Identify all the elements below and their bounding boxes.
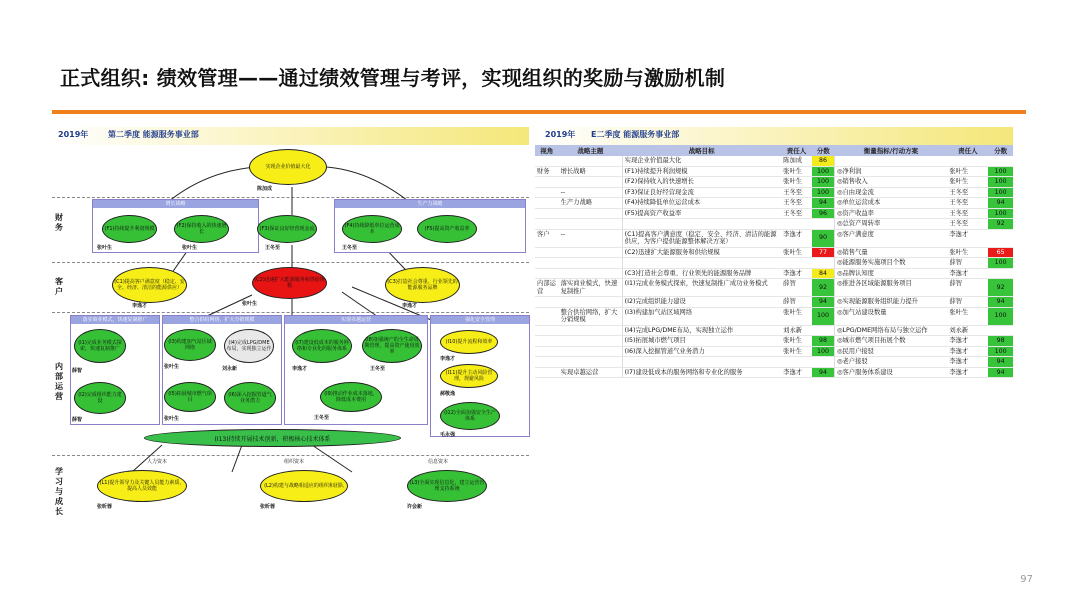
cell-kpi: ◎总资产周转率 — [834, 219, 947, 230]
owner-label: 李逸才 — [402, 303, 418, 309]
cell-theme — [559, 336, 623, 347]
cell-view — [535, 156, 559, 166]
cell-kpi: ◎能源服务实施项目个数 — [834, 258, 947, 269]
cell-theme — [559, 325, 623, 336]
group-internal: 整合供给网络，扩大分销规模 — [162, 315, 282, 425]
column-header: 分数 — [988, 145, 1013, 156]
cell-kpi-owner: 刘永新 — [947, 325, 988, 336]
cell-view: 内部运营 — [535, 279, 559, 297]
cell-owner: 刘永新 — [781, 325, 812, 336]
cell-owner: 王冬至 — [781, 198, 812, 209]
cell-kpi-score: 100 — [988, 166, 1013, 177]
cell-kpi-score: 100 — [988, 346, 1013, 357]
cell-score: 96 — [812, 208, 835, 219]
goal-oval: (I8)加强统产的全生命周期管理，提高资产使用效率 — [362, 329, 422, 363]
cell-kpi-score: 94 — [988, 297, 1013, 308]
cell-kpi-score — [988, 268, 1013, 279]
cell-kpi-score — [988, 156, 1013, 166]
table-row — [535, 247, 1013, 258]
map-header-text: 第二季度 能源服务事业部 — [108, 130, 199, 139]
cell-kpi: ◎城市燃气项目拓展个数 — [834, 336, 947, 347]
cell-score — [812, 219, 835, 230]
goal-oval: (L2)构建与战略相适应的组织和团队 — [260, 470, 348, 502]
owner-label: 张叶生 — [97, 245, 113, 251]
learning-group-label: 人力资本 — [147, 459, 168, 465]
cell-theme: 增长战略 — [559, 166, 623, 177]
cell-theme — [559, 357, 623, 368]
column-header: 分数 — [812, 145, 835, 156]
cell-goal: (I1)完成业务模式探索，快速复制推广成功业务模式 — [622, 279, 781, 297]
table-row — [535, 325, 1013, 336]
group-internal: 落实商业模式，快速复制推广 — [70, 315, 160, 425]
cell-theme — [559, 177, 623, 188]
cell-kpi: ◎品牌认知度 — [834, 268, 947, 279]
cell-kpi: ◎LPG/DME网络布局与独立运作 — [834, 325, 947, 336]
cell-owner: 张叶生 — [781, 247, 812, 258]
scorecard-table — [535, 127, 1013, 378]
cell-kpi-owner: 李逸才 — [947, 357, 988, 368]
cell-theme: 落实商业模式，快速复制推广 — [559, 279, 623, 297]
cell-view — [535, 336, 559, 347]
cell-theme: 实现卓越运营 — [559, 367, 623, 378]
owner-label: 王冬至 — [370, 366, 386, 372]
cell-goal: (C2)迅速扩大能源服务和供给规模 — [622, 247, 781, 258]
owner-label: 王冬至 — [265, 245, 281, 251]
cell-view — [535, 297, 559, 308]
learning-group-label: 组织资本 — [284, 459, 305, 465]
table-row — [535, 177, 1013, 188]
owner-label: 刘永新 — [222, 366, 238, 372]
cell-owner — [781, 357, 812, 368]
cell-goal: (C3)打造社会尊重、行业领先的能源服务品牌 — [622, 268, 781, 279]
cell-kpi-owner: 王冬至 — [947, 208, 988, 219]
cell-kpi-score: 92 — [988, 219, 1013, 230]
cell-kpi-score: 100 — [988, 258, 1013, 269]
cell-goal: (F3)保证良好经营现金流 — [622, 187, 781, 198]
table-row — [535, 367, 1013, 378]
cell-view — [535, 268, 559, 279]
goal-oval: (L1)提升领导力及关键人员能力素质，提高人员效能 — [97, 470, 187, 502]
title-underline — [52, 110, 1026, 114]
cell-kpi-score: 100 — [988, 307, 1013, 325]
owner-label: 张叶生 — [164, 364, 180, 370]
cell-score: 94 — [812, 297, 835, 308]
cell-kpi-owner: 张叶生 — [947, 177, 988, 188]
cell-score: 100 — [812, 187, 835, 198]
innovation-bar: (I13)持续开展技术创新，积极核心技术体系 — [144, 429, 401, 447]
cell-view — [535, 208, 559, 219]
cell-view — [535, 247, 559, 258]
row-label-learning: 学习与成长 — [55, 467, 63, 516]
cell-owner — [781, 219, 812, 230]
cell-kpi-owner: 张叶生 — [947, 307, 988, 325]
owner-label: 张叶生 — [182, 245, 198, 251]
cell-owner: 张叶生 — [781, 177, 812, 188]
cell-goal: (F4)持续降低单位运营成本 — [622, 198, 781, 209]
table-header-bar — [535, 127, 1013, 145]
cell-goal — [622, 219, 781, 230]
cell-kpi-owner: 李逸才 — [947, 346, 988, 357]
owner-label: 张昕蓉 — [97, 504, 113, 510]
group-growth: 增长战略 — [92, 199, 259, 253]
table-row — [535, 279, 1013, 297]
cell-view — [535, 307, 559, 325]
table-row — [535, 357, 1013, 368]
cell-goal — [622, 258, 781, 269]
goal-oval: (C1)提高客户满意度（稳定、安全、经济、清洁的能源供应） — [112, 267, 187, 303]
cell-kpi-score: 94 — [988, 357, 1013, 368]
cell-kpi: ◎净利润 — [834, 166, 947, 177]
cell-score — [812, 357, 835, 368]
cell-view: 客户 — [535, 229, 559, 247]
cell-goal: (I4)完成LPG/DME布局，实现独立运作 — [622, 325, 781, 336]
cell-kpi-owner: 张叶生 — [947, 166, 988, 177]
cell-score: 90 — [812, 229, 835, 247]
cell-kpi: ◎单位运营成本 — [834, 198, 947, 209]
table-row — [535, 219, 1013, 230]
owner-label: 张昕蓉 — [260, 504, 276, 510]
owner-label: 王冬至 — [342, 245, 358, 251]
owner-label: 张叶生 — [164, 416, 180, 422]
table-header-row — [535, 145, 1013, 156]
cell-kpi-owner: 李逸才 — [947, 336, 988, 347]
cell-theme — [559, 156, 623, 166]
goal-oval: 实现企业价值最大化 — [249, 149, 327, 185]
cell-goal: (I2)完成组织能力建设 — [622, 297, 781, 308]
cell-kpi: ◎销售收入 — [834, 177, 947, 188]
goal-oval: (L3)全面实现信息化，建立运营管理支持系统 — [407, 470, 487, 502]
cell-kpi: ◎老户接驳 — [834, 357, 947, 368]
cell-owner: 薛智 — [781, 297, 812, 308]
cell-kpi-owner: 薛智 — [947, 279, 988, 297]
column-header: 视角 — [535, 145, 559, 156]
goal-oval: (I7)建设低成本的服务网络和专业化的服务体系 — [292, 329, 352, 363]
table-row — [535, 307, 1013, 325]
cell-kpi: ◎实现能源服务组织能力提升 — [834, 297, 947, 308]
cell-score — [812, 258, 835, 269]
cell-owner: 王冬至 — [781, 187, 812, 198]
table-body — [535, 156, 1013, 378]
cell-kpi: ◎自由现金流 — [834, 187, 947, 198]
owner-label: 李逸才 — [440, 356, 456, 362]
cell-kpi: ◎加气站建设数量 — [834, 307, 947, 325]
cell-goal: (F5)提高资产收益率 — [622, 208, 781, 219]
cell-goal: (I5)拓展城市燃气项目 — [622, 336, 781, 347]
slide-title: 正式组织: 绩效管理——通过绩效管理与考评，实现组织的奖励与激励机制 — [60, 66, 726, 90]
cell-view — [535, 367, 559, 378]
row-label-finance: 财务 — [55, 213, 63, 232]
cell-kpi: ◎客户满意度 — [834, 229, 947, 247]
cell-score: 92 — [812, 279, 835, 297]
cell-score: 100 — [812, 166, 835, 177]
goal-oval: (C3)打造社会尊重、行业领先的能源服务品牌 — [385, 267, 460, 303]
cell-kpi-owner: 王冬至 — [947, 219, 988, 230]
cell-owner — [781, 258, 812, 269]
owner-label: 李逸才 — [132, 303, 148, 309]
cell-score — [812, 325, 835, 336]
cell-score: 98 — [812, 336, 835, 347]
row-label-internal: 内部运营 — [55, 362, 63, 401]
cell-goal — [622, 357, 781, 368]
cell-kpi-owner: 李逸才 — [947, 268, 988, 279]
cell-owner: 陈加成 — [781, 156, 812, 166]
cell-owner: 薛智 — [781, 279, 812, 297]
cell-kpi: ◎销售气量 — [834, 247, 947, 258]
goal-oval: (I2)完成组织能力建设 — [74, 382, 126, 414]
cell-view: 财务 — [535, 166, 559, 177]
goal-oval: (I3)构建加气站区域网络 — [164, 329, 216, 361]
cell-view — [535, 198, 559, 209]
cell-kpi: ◎推进各区域能源服务项目 — [834, 279, 947, 297]
cell-kpi-owner: 李逸才 — [947, 367, 988, 378]
cell-kpi-score — [988, 325, 1013, 336]
cell-goal: 实现企业价值最大化 — [622, 156, 781, 166]
cell-kpi-score: 100 — [988, 177, 1013, 188]
cell-theme: -- — [559, 229, 623, 247]
cell-kpi-owner: 张叶生 — [947, 247, 988, 258]
goal-oval: (I10)提升流程和效率 — [440, 330, 498, 354]
cell-owner: 李逸才 — [781, 229, 812, 247]
cell-theme — [559, 297, 623, 308]
table-row — [535, 187, 1013, 198]
goal-oval: (I12)全面加强安全生产体系 — [440, 402, 500, 430]
table-row — [535, 208, 1013, 219]
cell-score: 77 — [812, 247, 835, 258]
cell-view — [535, 258, 559, 269]
goal-oval: (C2)迅速扩大能源服务和供给规模 — [252, 267, 327, 299]
column-header: 责任人 — [781, 145, 812, 156]
cell-kpi: ◎资产收益率 — [834, 208, 947, 219]
cell-owner: 张叶生 — [781, 336, 812, 347]
cell-theme — [559, 268, 623, 279]
cell-kpi-score: 100 — [988, 208, 1013, 219]
cell-owner: 张叶生 — [781, 307, 812, 325]
cell-theme — [559, 346, 623, 357]
cell-kpi-owner: 王冬至 — [947, 198, 988, 209]
table-header-text: E二季度 能源服务事业部 — [591, 130, 680, 139]
owner-label: 薛智 — [72, 368, 83, 374]
cell-theme: 生产力战略 — [559, 198, 623, 209]
cell-theme — [559, 219, 623, 230]
cell-goal: (I6)深入挖掘管道气业务潜力 — [622, 346, 781, 357]
goal-oval: (F1)持续提升利润规模 — [102, 215, 157, 243]
table-row — [535, 336, 1013, 347]
cell-view — [535, 177, 559, 188]
cell-kpi-owner: 李逸才 — [947, 229, 988, 247]
cell-kpi — [834, 156, 947, 166]
owner-label: 王冬至 — [314, 415, 330, 421]
cell-theme — [559, 258, 623, 269]
cell-owner: 张叶生 — [781, 166, 812, 177]
cell-view — [535, 187, 559, 198]
goal-oval: (I4)完成LPG/DME布局，实现独立运作 — [224, 329, 274, 363]
cell-view — [535, 346, 559, 357]
column-header: 衡量指标/行动方案 — [834, 145, 947, 156]
cell-theme: 整合供给网络，扩大分销规模 — [559, 307, 623, 325]
cell-score: 100 — [812, 177, 835, 188]
cell-kpi-score: 94 — [988, 367, 1013, 378]
cell-score: 86 — [812, 156, 835, 166]
table-row — [535, 297, 1013, 308]
cell-goal: (I3)构建加气站区域网络 — [622, 307, 781, 325]
owner-label: 毛永强 — [440, 432, 456, 438]
cell-goal: (I7)建设低成本的服务网络和专业化的服务 — [622, 367, 781, 378]
goal-oval: (I5)拓展城市燃气项目 — [164, 382, 216, 412]
cell-owner: 李逸才 — [781, 367, 812, 378]
owner-label: 李逸才 — [292, 366, 308, 372]
table-row — [535, 156, 1013, 166]
cell-score: 94 — [812, 198, 835, 209]
cell-theme — [559, 208, 623, 219]
cell-owner: 张叶生 — [781, 346, 812, 357]
cell-kpi-owner: 薛智 — [947, 258, 988, 269]
group-productivity: 生产力战略 — [334, 199, 526, 253]
row-label-customer: 客户 — [55, 277, 63, 296]
table-row — [535, 346, 1013, 357]
owner-label: 陈加成 — [257, 186, 273, 192]
cell-theme — [559, 247, 623, 258]
table-row — [535, 166, 1013, 177]
goal-oval: (I11)提升主动风险管理，规避风险 — [440, 364, 498, 388]
group-internal: 实现卓越运营 — [284, 315, 428, 425]
column-header: 责任人 — [947, 145, 988, 156]
cell-score: 84 — [812, 268, 835, 279]
cell-kpi-score: 100 — [988, 187, 1013, 198]
cell-kpi-score: 92 — [988, 279, 1013, 297]
cell-kpi-score: 98 — [988, 336, 1013, 347]
cell-kpi: ◎客户服务体系建设 — [834, 367, 947, 378]
goal-oval: (F3)保证良好经营现金流 — [257, 215, 317, 243]
cell-goal: (C1)提高客户满意度（稳定、安全、经济、清洁的能源供应，为客户提供能源整体解决方案） — [622, 229, 781, 247]
strategy-map — [52, 127, 529, 522]
goal-oval: (F5)提高资产收益率 — [417, 215, 477, 243]
owner-label: 许会新 — [407, 504, 423, 510]
goal-oval: (I6)深入挖掘管道气业务潜力 — [224, 382, 276, 414]
column-header: 战略目标 — [622, 145, 781, 156]
cell-kpi-owner: 王冬至 — [947, 187, 988, 198]
cell-kpi-score — [988, 229, 1013, 247]
cell-view — [535, 325, 559, 336]
column-header: 战略主题 — [559, 145, 623, 156]
learning-group-label: 信息资本 — [428, 459, 449, 465]
cell-view — [535, 357, 559, 368]
cell-kpi: ◎民用户接驳 — [834, 346, 947, 357]
cell-kpi-owner — [947, 156, 988, 166]
table-row — [535, 198, 1013, 209]
goal-oval: (F4)持续降低单位运营成本 — [342, 215, 402, 243]
owner-label: 张叶生 — [242, 301, 258, 307]
page-number: 97 — [1020, 574, 1033, 585]
cell-theme: -- — [559, 187, 623, 198]
goal-oval: (I1)完成业务模式探索，快速复制推广 — [74, 329, 126, 363]
cell-kpi-score: 65 — [988, 247, 1013, 258]
cell-score: 94 — [812, 367, 835, 378]
goal-oval: (I9)推动作业成本落地，降低成本费用 — [320, 382, 382, 412]
cell-kpi-score: 94 — [988, 198, 1013, 209]
owner-label: 薛智 — [72, 417, 83, 423]
table-row — [535, 268, 1013, 279]
cell-goal: (F2)保持收入的快速增长 — [622, 177, 781, 188]
cell-view — [535, 219, 559, 230]
map-year: 2019年 — [58, 130, 89, 139]
cell-goal: (F1)持续提升利润规模 — [622, 166, 781, 177]
table-row — [535, 229, 1013, 247]
cell-score: 100 — [812, 346, 835, 357]
table-year: 2019年 — [545, 130, 576, 139]
scorecard-grid — [535, 145, 1013, 378]
cell-kpi-owner: 薛智 — [947, 297, 988, 308]
table-row — [535, 258, 1013, 269]
group-internal: 强化安全管理 — [430, 315, 530, 437]
cell-owner: 王冬至 — [781, 208, 812, 219]
cell-score: 100 — [812, 307, 835, 325]
owner-label: 郝敬逸 — [440, 391, 456, 397]
goal-oval: (F2)保持收入的快速增长 — [174, 215, 229, 243]
cell-owner: 李逸才 — [781, 268, 812, 279]
